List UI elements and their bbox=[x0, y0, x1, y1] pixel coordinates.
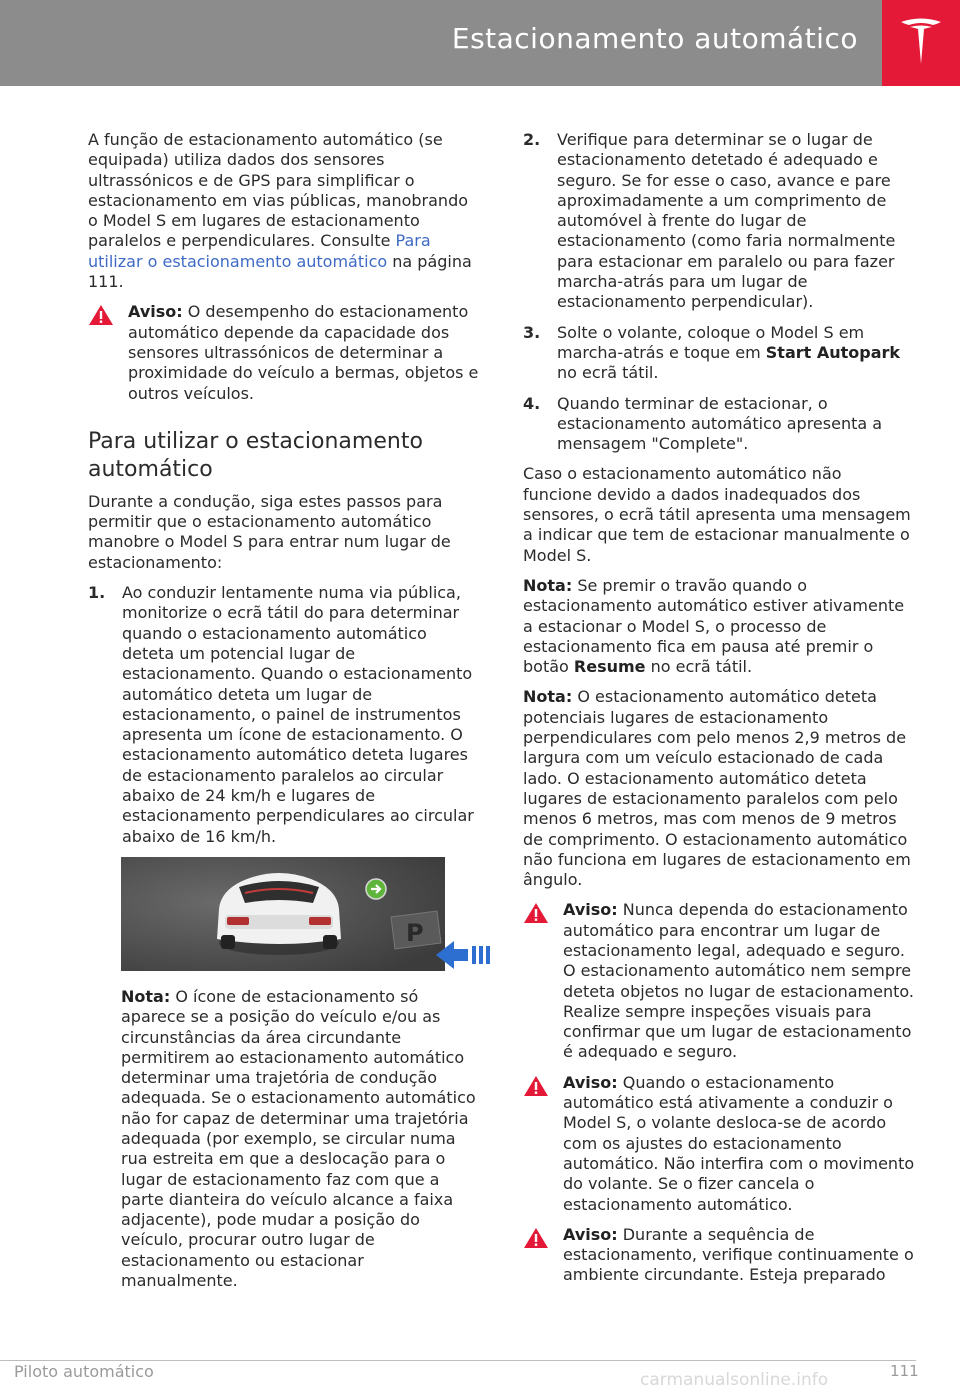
warning-note: Aviso: Nunca dependa do estacionamento automático para encontrar um lugar de estacionamento legal, adequado e seguro. O estacionamento automático nem sempre deteta objetos no lugar de estacionamento. Realize sempre inspeções visuais para confirmar que um lugar de estacionamento é adequado e seguro. bbox=[523, 900, 915, 1062]
note-paragraph: Nota: Se premir o travão quando o estacionamento automático estiver ativamente a estacionar o Model S, o processo de estacionamento fica em pausa até premir o botão Resume no ecrã tátil. bbox=[523, 575, 905, 677]
warning-icon bbox=[523, 1075, 549, 1097]
step-item: 3. Solte o volante, coloque o Model S em marcha-atrás e toque em Start Autopark no ecrã tátil. bbox=[523, 322, 901, 383]
page-link[interactable]: Para utilizar o estacionamento automático bbox=[88, 231, 431, 271]
page-title: Estacionamento automático bbox=[451, 22, 858, 55]
brand-logo-box bbox=[882, 0, 960, 86]
step-item: 2. Verifique para determinar se o lugar de estacionamento detetado é adequado e seguro. Se for esse o caso, avance e pare aproximadamente a um comprimento de automóvel à frente do lugar de estacionamento (como faria normalmente para estacionar em paralelo ou para fazer marcha-atrás para um lugar de estacionamento perpendicular). bbox=[523, 130, 896, 312]
watermark: carmanualsonline.info bbox=[640, 1370, 829, 1390]
warning-note: Aviso: Quando o estacionamento automático está ativamente a conduzir o Model S, o volante desloca-se de acordo com os ajustes do estacionamento automático. Não interfira com o movimento do volante. Se o fizer cancela o estacionamento automático. bbox=[523, 1073, 915, 1215]
steps-list-continued bbox=[523, 130, 915, 454]
warning-note: Aviso: O desempenho do estacionamento automático depende da capacidade dos sensores ultrassónicos de determinar a proximidade do veículo a bermas, objetos e outros veículos. bbox=[88, 302, 480, 403]
right-column bbox=[523, 130, 915, 1296]
tesla-logo-icon bbox=[899, 16, 943, 70]
step-item: 1. Ao conduzir lentamente numa via pública, monitorize o ecrã tátil do para determinar quando o estacionamento automático deteta um potencial lugar de estacionamento. Quando o estacionamento automático deteta um lugar de estacionamento, o painel de instrumentos apresenta um ícone de estacionamento. O estacionamento automático deteta lugares de estacionamento paralelos ao circular abaixo de 24 km/h e lugares de estacionamento perpendiculares ao circular abaixo de 16 km/h. bbox=[88, 583, 474, 846]
parking-blue-arrow-icon bbox=[434, 938, 494, 972]
page-number: 111 bbox=[890, 1362, 919, 1380]
section-heading: Para utilizar o estacionamento automático bbox=[88, 428, 423, 482]
figure-note: Nota: O ícone de estacionamento só aparece se a posição do veículo e/ou as circunstâncias da área circundante permitirem ao estacionamento automático determinar uma trajetória de condução adequada. Se o estacionamento automático não for capaz de determinar uma trajetória adequada (por exemplo, se circular numa rua estreita em que a deslocação para o lugar de estacionamento faz com que a parte dianteira do veículo alcance a faixa adjacente), pode mudar a posição do veículo, procurar outro lugar de estacionamento ou estacionar manualmente. bbox=[121, 986, 476, 1291]
footer-divider bbox=[0, 1360, 916, 1361]
steps-list bbox=[88, 583, 480, 847]
parking-p-letter: P bbox=[406, 918, 424, 947]
footer-section: Piloto automático bbox=[14, 1362, 154, 1381]
warning-note: Aviso: Durante a sequência de estacionamento, verifique continuamente o ambiente circundante. Esteja preparado bbox=[523, 1225, 915, 1286]
intro-paragraph: A função de estacionamento automático (se equipada) utiliza dados dos sensores ultrassónicos e de GPS para simplificar o estacionamento em vias públicas, manobrando o Model S em lugares de estacionamento paralelos e perpendiculares. Consulte Para utilizar o estacionamento automático na página 111. bbox=[88, 130, 472, 292]
steps-intro: Durante a condução, siga estes passos para permitir que o estacionamento automático manobre o Model S para entrar num lugar de estacionamento: bbox=[88, 491, 451, 572]
page-header bbox=[0, 0, 882, 86]
warning-icon bbox=[523, 902, 549, 924]
note-paragraph: Nota: O estacionamento automático deteta potenciais lugares de estacionamento perpendiculares com pelo menos 2,9 metros de largura com um veículo estacionado de cada lado. O estacionamento automático deteta lugares de estacionamento paralelos com pelo menos 6 metros, mas com menos de 9 metros de comprimento. O estacionamento automático não funciona em lugares de estacionamento em ângulo. bbox=[523, 687, 911, 890]
warning-icon bbox=[523, 1227, 549, 1249]
warning-icon bbox=[88, 304, 114, 326]
parking-icon-figure bbox=[121, 857, 445, 971]
step-item: 4. Quando terminar de estacionar, o estacionamento automático apresenta a mensagem "Complete". bbox=[523, 393, 883, 454]
car-parking-illustration bbox=[121, 857, 445, 971]
paragraph: Caso o estacionamento automático não funcione devido a dados inadequados dos sensores, o ecrã tátil apresenta uma mensagem a indicar que tem de estacionar manualmente o Model S. bbox=[523, 464, 911, 565]
left-column bbox=[88, 130, 480, 1301]
